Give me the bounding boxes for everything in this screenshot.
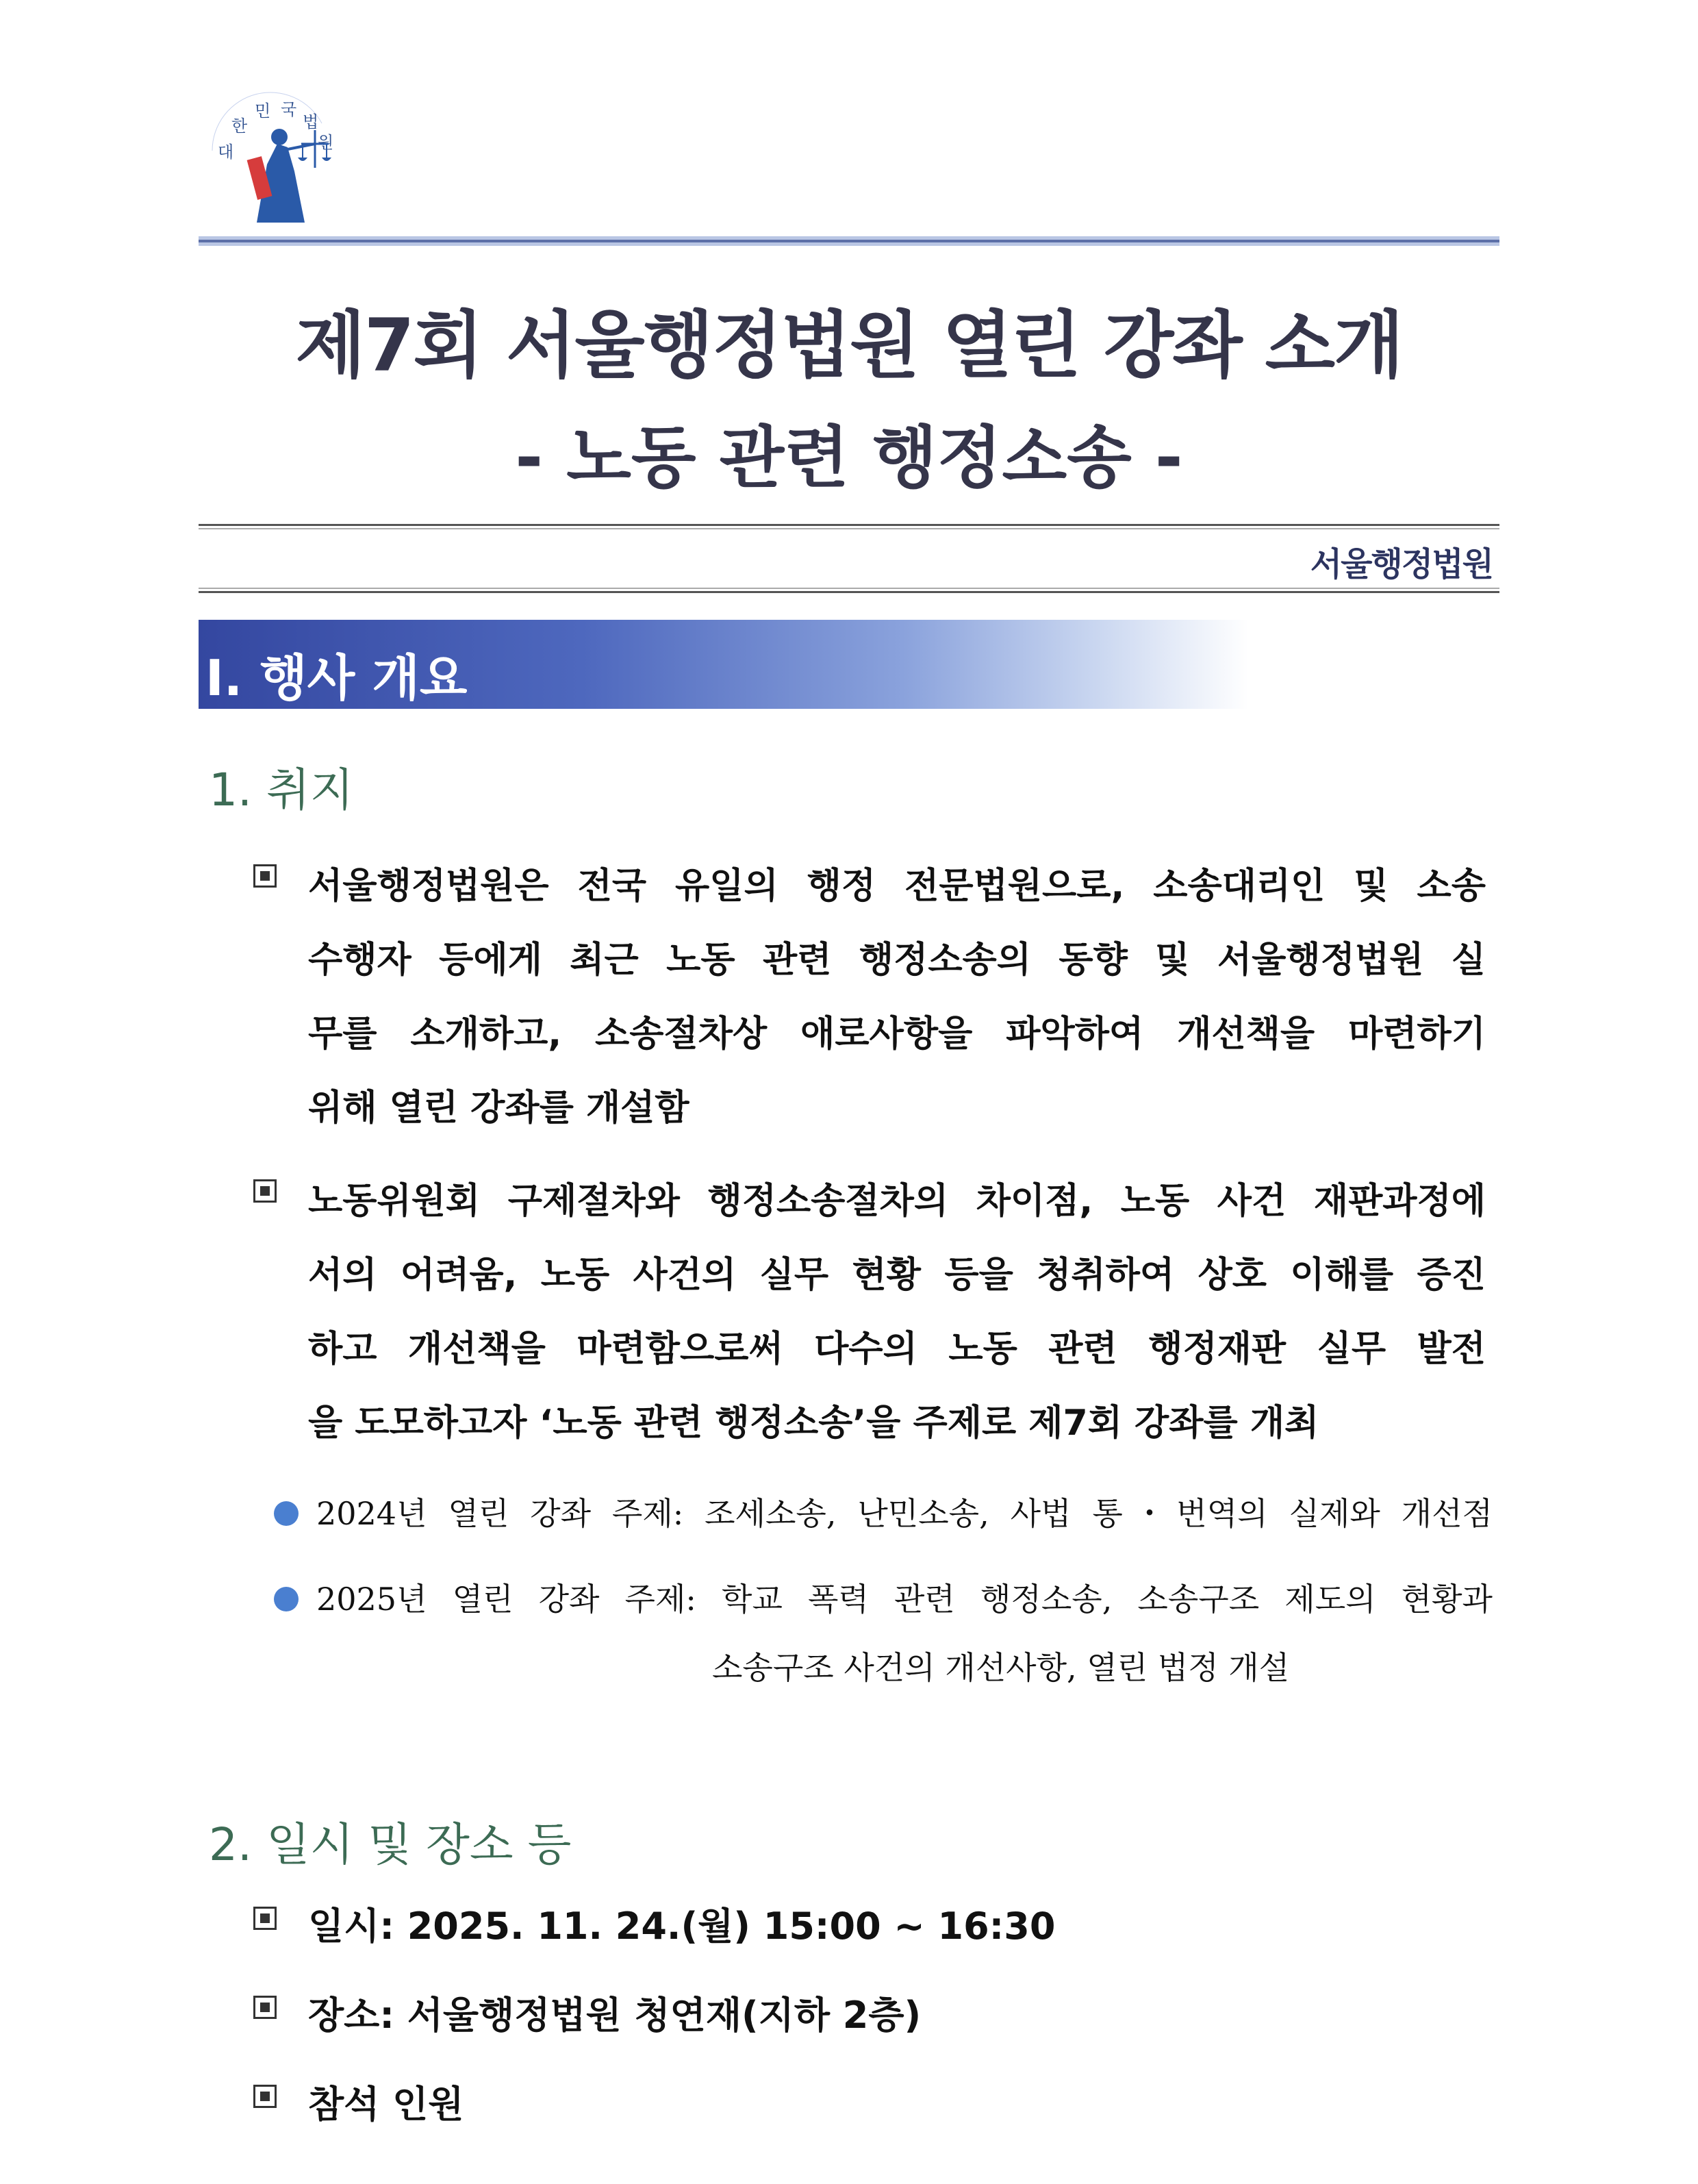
bullet-text-continued: 소송구조 사건의 개선사항, 열린 법정 개설 [712, 1649, 1290, 1686]
paragraph-line: 하고 개선책을 마련함으로써 다수의 노동 관련 행정재판 실무 발전 [308, 1329, 1486, 1370]
title-rule-lower [199, 588, 1499, 594]
svg-text:원: 원 [318, 133, 334, 152]
circle-bullet-icon [274, 1587, 299, 1611]
svg-text:대: 대 [218, 142, 234, 162]
court-emblem-logo [192, 75, 349, 233]
purpose-paragraph-1 [253, 849, 1486, 1145]
previous-topics-2024 [274, 1479, 1493, 1548]
paragraph-line: 서울행정법원은 전국 유일의 행정 전문법원으로, 소송대리인 및 소송 [308, 866, 1486, 907]
page-subtitle: - 노동 관련 행정소송 - [515, 419, 1183, 497]
paragraph-line: 서의 어려움, 노동 사건의 실무 현황 등을 청취하여 상호 이해를 증진 [308, 1255, 1486, 1296]
section-title: I. 행사 개요 [205, 649, 468, 707]
paragraph-line: 수행자 등에게 최근 노동 관련 행정소송의 동향 및 서울행정법원 실 [308, 940, 1486, 981]
square-bullet-icon [253, 1179, 277, 1203]
paragraph-line: 노동위원회 구제절차와 행정소송절차의 차이점, 노동 사건 재판과정에 [308, 1181, 1486, 1222]
subsection-heading-purpose: 1. 취지 [209, 764, 354, 816]
title-rule-upper [199, 524, 1499, 531]
schedule-attendees: 참석 인원 [253, 2075, 464, 2128]
court-name: 서울행정법원 [1310, 545, 1493, 583]
header-rule [199, 236, 1499, 246]
page-title: 제7회 서울행정법원 열린 강좌 소개 [295, 303, 1403, 388]
bullet-text: 2024년 열린 강좌 주제: 조세소송, 난민소송, 사법 통・번역의 실제와 개선점 [316, 1495, 1493, 1532]
previous-topics-2025 [274, 1565, 1493, 1702]
svg-text:법: 법 [303, 112, 319, 131]
schedule-venue: 장소: 서울행정법원 청연재(지하 2층) [253, 1986, 921, 2039]
square-bullet-icon [253, 1996, 277, 2019]
svg-text:국: 국 [281, 100, 297, 119]
subsection-heading-schedule: 2. 일시 및 장소 등 [209, 1818, 572, 1871]
paragraph-line: 무를 소개하고, 소송절차상 애로사항을 파악하여 개선책을 마련하기 [308, 1014, 1486, 1055]
svg-text:한: 한 [231, 116, 248, 136]
paragraph-line: 을 도모하고자 ‘노동 관련 행정소송’을 주제로 제7회 강좌를 개최 [308, 1403, 1319, 1444]
circle-bullet-icon [274, 1501, 299, 1526]
schedule-date: 일시: 2025. 11. 24.(월) 15:00 ~ 16:30 [253, 1897, 1055, 1950]
square-bullet-icon [253, 864, 277, 888]
bullet-text: 2025년 열린 강좌 주제: 학교 폭력 관련 행정소송, 소송구조 제도의 현황과 [316, 1581, 1493, 1618]
svg-text:민: 민 [255, 101, 271, 121]
square-bullet-icon [253, 1907, 277, 1930]
square-bullet-icon [253, 2085, 277, 2108]
paragraph-line: 위해 열린 강좌를 개설함 [308, 1088, 689, 1129]
purpose-paragraph-2 [253, 1164, 1486, 1460]
